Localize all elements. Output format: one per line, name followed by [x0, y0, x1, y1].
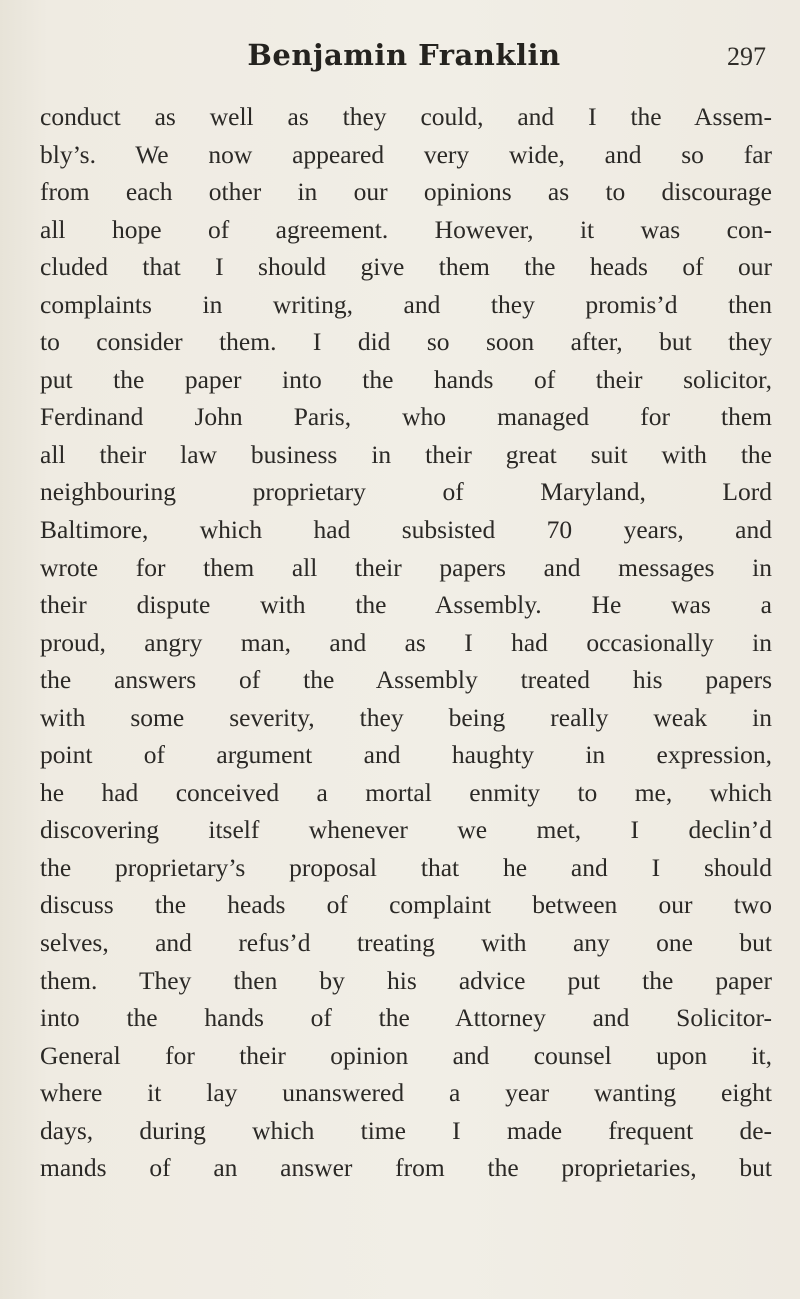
- text-line: all their law business in their great suit with the: [40, 439, 772, 469]
- text-line: Ferdinand John Paris, who managed for them: [40, 402, 772, 432]
- text-line: cluded that I should give them the heads of our: [40, 252, 772, 282]
- page-number: 297: [727, 42, 766, 71]
- text-line: General for their opinion and counsel upon it,: [40, 1040, 772, 1070]
- text-line: with some severity, they being really weak in: [40, 702, 772, 732]
- text-line: discuss the heads of complaint between our two: [40, 890, 772, 920]
- text-line: complaints in writing, and they promis’d then: [40, 289, 772, 319]
- text-line: from each other in our opinions as to discourage: [40, 177, 772, 207]
- running-title: Benjamin Franklin: [247, 38, 561, 72]
- running-head: [40, 36, 768, 86]
- text-line: Baltimore, which had subsisted 70 years, and: [40, 515, 772, 545]
- text-line: the answers of the Assembly treated his papers: [40, 665, 772, 695]
- text-line: put the paper into the hands of their solicitor,: [40, 364, 772, 394]
- text-line: into the hands of the Attorney and Solicitor-: [40, 1003, 772, 1033]
- text-line: the proprietary’s proposal that he and I should: [40, 852, 772, 882]
- text-line: to consider them. I did so soon after, but they: [40, 327, 772, 357]
- text-line: days, during which time I made frequent de-: [40, 1115, 772, 1145]
- text-line: bly’s. We now appeared very wide, and so far: [40, 139, 772, 169]
- text-line: neighbouring proprietary of Maryland, Lord: [40, 477, 772, 507]
- body-text: [40, 98, 772, 1187]
- text-line: their dispute with the Assembly. He was a: [40, 590, 772, 620]
- text-line: conduct as well as they could, and I the Assem-: [40, 102, 772, 131]
- text-line: where it lay unanswered a year wanting eight: [40, 1078, 772, 1108]
- text-line: proud, angry man, and as I had occasionally in: [40, 627, 772, 657]
- text-line: mands of an answer from the proprietaries, but: [40, 1153, 772, 1183]
- text-line: all hope of agreement. However, it was con-: [40, 214, 772, 244]
- text-line: point of argument and haughty in expression,: [40, 740, 772, 770]
- text-line: discovering itself whenever we met, I declin’d: [40, 815, 772, 845]
- text-line: he had conceived a mortal enmity to me, which: [40, 777, 772, 807]
- text-line: selves, and refus’d treating with any one but: [40, 928, 772, 958]
- text-line: them. They then by his advice put the paper: [40, 965, 772, 995]
- text-line: wrote for them all their papers and messages in: [40, 552, 772, 582]
